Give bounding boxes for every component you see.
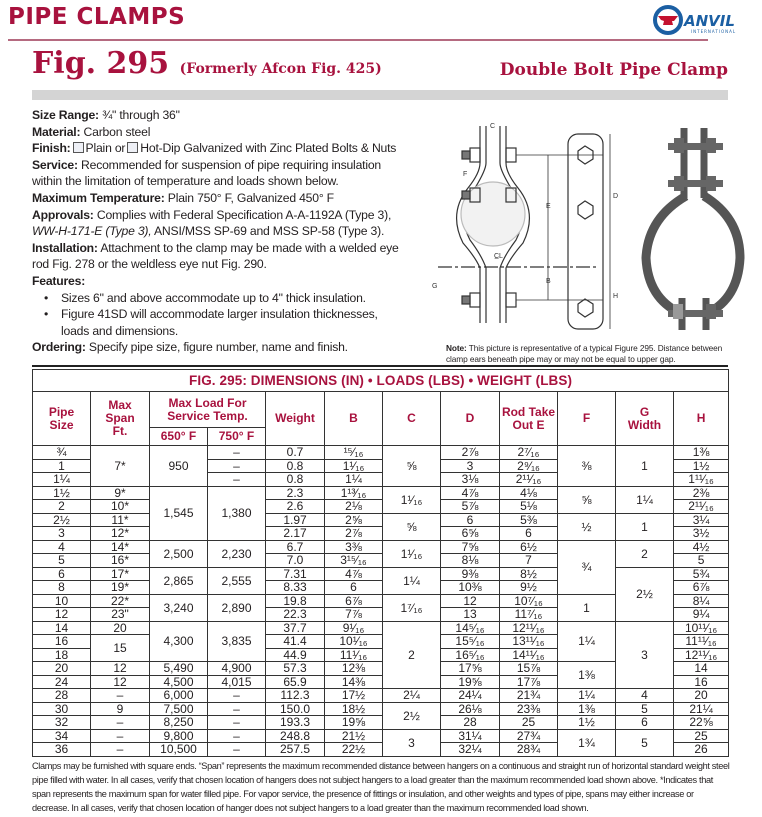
table-cell: 2½ [383,702,441,729]
table-cell: 6⅞ [674,581,729,595]
table-row [33,540,729,554]
table-cell: 20 [674,689,729,703]
table-cell: – [208,689,266,703]
table-cell: 5⅞ [441,500,500,514]
table-cell: 25 [500,716,558,730]
table-cell: – [208,716,266,730]
finish-galvanized-checkbox[interactable] [127,142,138,153]
table-cell: 14⅜ [325,675,383,689]
table-cell: 1.97 [266,513,325,527]
table-cell: ⅜ [558,446,616,487]
table-cell: 2,500 [150,540,208,567]
table-cell: 30 [33,702,91,716]
svg-text:F: F [463,171,468,178]
table-cell: 3 [383,729,441,756]
table-cell: 16⁵⁄₁₆ [441,648,500,662]
table-cell: 2⅝ [325,513,383,527]
size-range: ¾" through 36" [102,108,180,122]
note-text: This picture is representative of a typical Figure 295. Distance between clamp ears beneath pipe may or may not be equal to upper gap. [446,343,723,364]
table-cell: 2⅞ [441,446,500,460]
table-cell: 112.3 [266,689,325,703]
service: Recommended for suspension of pipe requiring insulation within the limitation of temperature and loads shown below. [32,157,381,189]
table-cell: ⅝ [383,446,441,487]
table-cell: 0.7 [266,446,325,460]
table-cell: 23⅜ [500,702,558,716]
table-cell: 19⅝ [441,675,500,689]
table-cell: 5 [616,702,674,716]
table-cell: 32¼ [441,743,500,757]
svg-text:B: B [546,278,551,285]
table-cell: 248.8 [266,729,325,743]
table-cell: 4⅞ [441,486,500,500]
header-g: G Width [616,392,674,446]
table-cell: 12¹¹⁄₁₆ [674,648,729,662]
table-cell: 44.9 [266,648,325,662]
table-cell: 1⅜ [558,702,616,716]
svg-text:C: C [490,123,496,130]
table-cell: 4,900 [208,662,266,676]
table-cell: 6⅞ [325,594,383,608]
table-cell: 2,890 [208,594,266,621]
table-cell: – [208,446,266,460]
table-cell: 4 [33,540,91,554]
table-cell: 11¹¹⁄₁₆ [674,635,729,649]
specifications [32,107,402,356]
table-cell: 4 [616,689,674,703]
table-cell: 12⅜ [325,662,383,676]
header-divider [8,39,708,41]
section-divider [32,365,728,367]
table-cell: 1⁷⁄₁₆ [383,594,441,621]
table-cell: 1⅜ [558,662,616,689]
anvil-logo [652,4,756,36]
table-cell: 25 [674,729,729,743]
table-cell: 6 [325,581,383,595]
table-cell: 2.17 [266,527,325,541]
category-heading: PIPE CLAMPS [8,4,186,30]
table-cell: 10¹¹⁄₁₆ [674,621,729,635]
table-row [33,621,729,635]
dimensions-table [32,369,729,757]
table-cell: 2,555 [208,567,266,594]
table-cell: 5⅜ [500,513,558,527]
table-cell: 0.8 [266,473,325,487]
table-cell: 1 [33,459,91,473]
table-cell: ½ [558,513,616,540]
table-cell: 14* [91,540,150,554]
table-cell: – [208,743,266,757]
table-cell: 21¾ [500,689,558,703]
table-cell: 0.8 [266,459,325,473]
size-range-label: Size Range: [32,108,99,122]
table-cell: 3 [616,621,674,689]
table-cell: 28¾ [500,743,558,757]
table-cell: 24 [33,675,91,689]
table-cell: 8.33 [266,581,325,595]
table-cell: 22⅝ [674,716,729,730]
table-cell: 12 [91,675,150,689]
table-cell: 1¾ [558,729,616,756]
table-cell: 1¼ [383,567,441,594]
table-cell: 1,545 [150,486,208,540]
table-row [33,446,729,460]
table-cell: 2.6 [266,500,325,514]
table-cell: – [91,729,150,743]
table-cell: ⅝ [558,486,616,513]
table-row [33,567,729,581]
table-cell: 3¹⁵⁄₁₆ [325,554,383,568]
table-row [33,729,729,743]
table-cell: 1¼ [33,473,91,487]
max-temp: Plain 750° F, Galvanized 450° F [167,190,334,205]
table-cell: 10,500 [150,743,208,757]
material: Carbon steel [83,124,151,139]
table-cell: 1½ [674,459,729,473]
approvals-label: Approvals: [32,207,94,222]
table-cell: 2⅛ [325,500,383,514]
header-650f: 650° F [150,428,208,446]
table-cell: 7,500 [150,702,208,716]
table-cell: 10⁷⁄₁₆ [500,594,558,608]
table-cell: 2¹¹⁄₁₆ [500,473,558,487]
table-cell: 1¼ [558,689,616,703]
logo-subtext: INTERNATIONAL [691,29,737,34]
finish-plain-checkbox[interactable] [73,142,84,153]
installation-label: Installation: [32,240,98,255]
svg-text:D: D [613,193,619,200]
formerly-note: (Formerly Afcon Fig. 425) [179,61,382,77]
header-b: B [325,392,383,446]
table-cell: 8,250 [150,716,208,730]
table-body [33,446,729,757]
finish-label: Finish: [32,141,71,156]
table-cell: 1¹¹⁄₁₆ [674,473,729,487]
table-cell: 3⅜ [325,540,383,554]
table-cell: 6⅝ [441,527,500,541]
features-label: Features: [32,273,86,288]
table-cell: 7.0 [266,554,325,568]
table-cell: 7⅝ [441,540,500,554]
table-cell: 28 [33,689,91,703]
table-cell: 3⅛ [441,473,500,487]
table-cell: 3 [441,459,500,473]
table-cell: 1¼ [616,486,674,513]
table-cell: 65.9 [266,675,325,689]
table-cell: 2½ [33,513,91,527]
installation: Attachment to the clamp may be made with a welded eye rod Fig. 278 or the weldless eye nut Fig. 290. [32,240,399,272]
table-cell: 1¹⁄₁₆ [383,486,441,513]
table-cell: 12 [91,662,150,676]
table-cell: 12 [441,594,500,608]
table-cell: 5 [674,554,729,568]
table-cell: 950 [150,446,208,487]
illustration-note [446,343,736,364]
footnote: Clamps may be furnished with square ends. “Span” represents the maximum recommended distance between hangers on a continuous and straight run of horizontal standard weight steel pipe filled with water. In all cases, verify that chosen location of hangers does not subject hangers to a load greater than the maximum recommended load shown above. *Indicates that span represents the maximum span for water filled pipe. For vapor service, the presence of fittings or insulation, and other weights and types of pipe, spans may either increase or decrease. In all cases, verify that chosen location of hanger does not subject hangers to a load greater than the maximum recommended load shown. [32,761,730,813]
table-cell: 36 [33,743,91,757]
table-cell: 32 [33,716,91,730]
table-cell: 17½ [325,689,383,703]
table-cell: 19⅝ [325,716,383,730]
table-cell: 11¹⁄₁₆ [325,648,383,662]
table-cell: 2 [33,500,91,514]
table-cell: 20 [33,662,91,676]
table-cell: 2⁹⁄₁₆ [500,459,558,473]
table-cell: 1 [558,594,616,621]
table-cell: 5⅛ [500,500,558,514]
figure-title [32,46,382,81]
table-cell: 3,240 [150,594,208,621]
table-cell: 1,380 [208,486,266,540]
approvals-italic: WW-H-171-E (Type 3), [32,224,152,239]
table-cell: 6½ [500,540,558,554]
table-cell: 31¼ [441,729,500,743]
table-cell: 10⅜ [441,581,500,595]
table-cell: 9,800 [150,729,208,743]
header-750f: 750° F [208,428,266,446]
table-cell: 19.8 [266,594,325,608]
table-cell: 1¼ [325,473,383,487]
table-cell: 7 [500,554,558,568]
table-cell: 26⅛ [441,702,500,716]
table-cell: 5¾ [674,567,729,581]
table-cell: 9¼ [674,608,729,622]
table-cell: 41.4 [266,635,325,649]
table-cell: 15⅞ [500,662,558,676]
table-cell: 34 [33,729,91,743]
table-cell: ⅝ [383,513,441,540]
table-cell: 2¹¹⁄₁₆ [674,500,729,514]
table-cell: 13 [441,608,500,622]
table-cell: 4,015 [208,675,266,689]
table-cell: 13¹¹⁄₁₆ [500,635,558,649]
table-cell: 9 [91,702,150,716]
finish-galvanized-label: Hot-Dip Galvanized with Zinc Plated Bolts & Nuts [140,141,397,156]
table-cell: 1¹⁄₁₆ [383,540,441,567]
table-cell: 21¼ [674,702,729,716]
header-max-load: Max Load For Service Temp. [150,392,266,428]
svg-text:G: G [432,283,438,290]
table-cell: 2½ [616,567,674,621]
clamp-photo [646,128,740,330]
table-cell: 22.3 [266,608,325,622]
table-cell: 9¹⁄₁₆ [325,621,383,635]
table-cell: 257.5 [266,743,325,757]
table-cell: 18 [33,648,91,662]
table-cell: 23" [91,608,150,622]
table-cell: 1½ [33,486,91,500]
header-max-span: Max Span Ft. [91,392,150,446]
header-h: H [674,392,729,446]
table-cell: 17⅝ [441,662,500,676]
table-cell: 2⅞ [325,527,383,541]
table-cell: 15⁵⁄₁₆ [441,635,500,649]
table-cell: – [208,459,266,473]
table-row [33,486,729,500]
table-cell: 3,835 [208,621,266,662]
table-cell: 24¼ [441,689,500,703]
table-cell: 6.7 [266,540,325,554]
table-cell: 8⅛ [441,554,500,568]
svg-text:H: H [613,293,619,300]
table-cell: 6,000 [150,689,208,703]
table-cell: – [208,473,266,487]
product-name: Double Bolt Pipe Clamp [499,60,728,80]
table-cell: 9½ [500,581,558,595]
table-cell: – [208,702,266,716]
table-cell: 12¹¹⁄₁₆ [500,621,558,635]
table-title: FIG. 295: DIMENSIONS (IN) • LOADS (LBS) • WEIGHT (LBS) [33,370,729,392]
table-cell: ¾ [33,446,91,460]
table-cell: – [91,743,150,757]
gray-band [32,90,728,100]
table-cell: 1¹⁄₁₆ [325,459,383,473]
table-cell: 2¼ [383,689,441,703]
table-cell: 27¾ [500,729,558,743]
svg-text:E: E [546,203,551,210]
table-cell: 16 [674,675,729,689]
table-cell: 1 [616,513,674,540]
figure-number: Fig. 295 [32,46,170,81]
table-cell: 8 [33,581,91,595]
table-row [33,513,729,527]
table-row [33,702,729,716]
table-cell: 37.7 [266,621,325,635]
material-label: Material: [32,124,81,139]
table-cell: 1½ [558,716,616,730]
table-cell: 4⅞ [325,567,383,581]
table-cell: 4,300 [150,621,208,662]
note-label: Note: [446,343,467,353]
table-cell: ¾ [558,540,616,594]
table-cell: 10¹⁄₁₆ [325,635,383,649]
table-cell: 150.0 [266,702,325,716]
table-cell: 6 [500,527,558,541]
features-list [32,290,402,340]
ordering: Specify pipe size, figure number, name and finish. [88,340,348,355]
table-cell: 14⁵⁄₁₆ [441,621,500,635]
feature-item: • Figure 41SD will accommodate larger insulation thicknesses, loads and dimensions. [44,306,402,339]
header-d: D [441,392,500,446]
table-cell: 2 [383,621,441,689]
table-cell: 21½ [325,729,383,743]
max-temp-label: Maximum Temperature: [32,190,165,205]
table-row [33,689,729,703]
table-cell: – [91,716,150,730]
table-cell: 1⅜ [674,446,729,460]
table-cell: 2 [616,540,674,567]
table-cell: 8¼ [674,594,729,608]
table-cell: 7⅞ [325,608,383,622]
table-cell: 12* [91,527,150,541]
table-cell: 7.31 [266,567,325,581]
table-cell: 1¹³⁄₁₆ [325,486,383,500]
table-cell: 2,865 [150,567,208,594]
table-cell: 10* [91,500,150,514]
table-cell: 2,230 [208,540,266,567]
table-cell: 6 [616,716,674,730]
table-cell: 16 [33,635,91,649]
feature-item: • Sizes 6" and above accommodate up to 4" thick insulation. [44,290,402,307]
approvals-2: ANSI/MSS SP-69 and MSS SP-58 (Type 3). [153,224,385,239]
logo-text: ANVIL [684,12,735,30]
table-cell: 15 [91,635,150,662]
table-cell: 20 [91,621,150,635]
svg-text:C̲L: C̲L [494,253,503,260]
table-cell: 3½ [674,527,729,541]
table-cell: 2.3 [266,486,325,500]
table-cell: 5 [33,554,91,568]
table-cell: 28 [441,716,500,730]
header-f: F [558,392,616,446]
table-cell: 6 [441,513,500,527]
table-cell: 6 [33,567,91,581]
table-cell: 22* [91,594,150,608]
table-cell: – [208,729,266,743]
table-cell: 16* [91,554,150,568]
table-cell: 57.3 [266,662,325,676]
header-weight: Weight [266,392,325,446]
table-cell: 19* [91,581,150,595]
table-cell: ¹⁵⁄₁₆ [325,446,383,460]
header-pipe-size: Pipe Size [33,392,91,446]
header-e: Rod Take Out E [500,392,558,446]
service-label: Service: [32,157,78,172]
table-cell: 11* [91,513,150,527]
table-cell: 7* [91,446,150,487]
table-cell: – [91,689,150,703]
finish-plain-label: Plain or [85,141,126,156]
header-c: C [383,392,441,446]
table-cell: 3 [33,527,91,541]
table-cell: 4½ [674,540,729,554]
technical-drawing [438,126,610,329]
table-cell: 4⅛ [500,486,558,500]
table-row [33,716,729,730]
table-cell: 1 [616,446,674,487]
ordering-label: Ordering: [32,340,86,355]
table-cell: 17* [91,567,150,581]
table-cell: 14¹¹⁄₁₆ [500,648,558,662]
table-cell: 1¼ [558,621,616,662]
table-cell: 14 [674,662,729,676]
table-cell: 11⁷⁄₁₆ [500,608,558,622]
table-cell: 22½ [325,743,383,757]
table-cell: 18½ [325,702,383,716]
table-cell: 4,500 [150,675,208,689]
approvals-1: Complies with Federal Specification A-A-1192A (Type 3), [96,207,392,222]
table-cell: 193.3 [266,716,325,730]
table-cell: 2⁷⁄₁₆ [500,446,558,460]
table-cell: 9* [91,486,150,500]
table-cell: 26 [674,743,729,757]
table-cell: 3¼ [674,513,729,527]
table-cell: 14 [33,621,91,635]
table-cell: 10 [33,594,91,608]
table-cell: 8½ [500,567,558,581]
table-cell: 5,490 [150,662,208,676]
table-cell: 9⅜ [441,567,500,581]
table-cell: 2⅜ [674,486,729,500]
table-cell: 5 [616,729,674,756]
table-cell: 12 [33,608,91,622]
pipe-clamp-illustration [418,118,748,340]
table-cell: 17⅞ [500,675,558,689]
